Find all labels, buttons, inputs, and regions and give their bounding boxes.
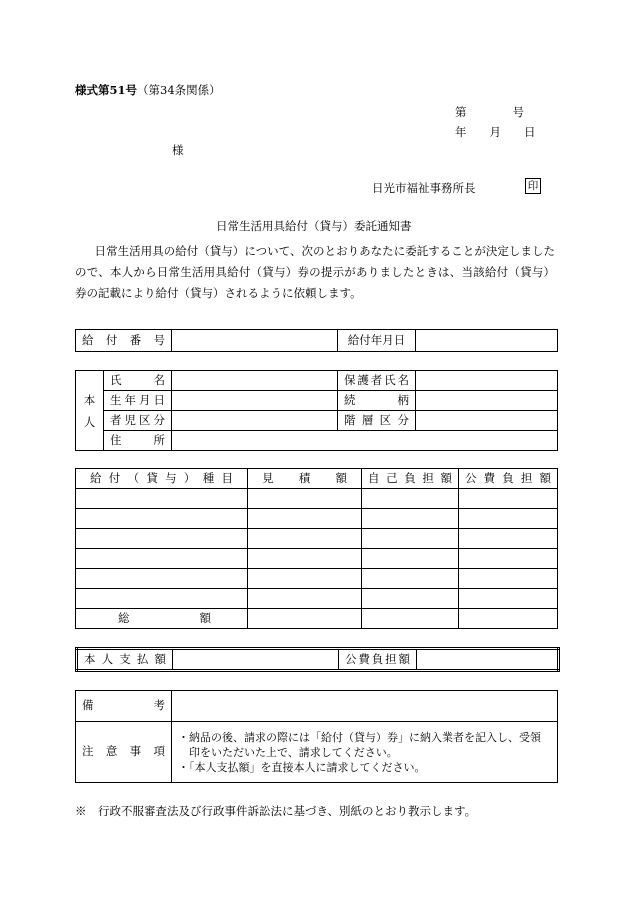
benefit-date-label: 給付年月日: [338, 330, 416, 352]
form-number: [75, 82, 221, 98]
guardian-value[interactable]: [416, 371, 558, 391]
table-row: [76, 589, 558, 609]
items-table: [75, 468, 558, 629]
address-value[interactable]: [172, 431, 558, 451]
self-payment-value[interactable]: [173, 649, 339, 671]
table-row: [76, 489, 558, 509]
total-estimate[interactable]: [248, 609, 362, 629]
addressee-suffix: 様: [172, 143, 184, 157]
payment-table: [75, 647, 560, 672]
sender-name: 日光市福祉事務所長: [372, 181, 476, 195]
table-row: [76, 509, 558, 529]
note-item: ・「本人支払額」を直接本人に請求してください。: [178, 760, 426, 774]
benefit-number-value[interactable]: [172, 330, 338, 352]
remarks-value[interactable]: [172, 691, 558, 722]
seal-mark: 印: [525, 178, 541, 194]
birthdate-label: 生年月日: [104, 391, 172, 411]
document-number: 第 号: [455, 105, 524, 119]
document-date: 年 月 日: [455, 125, 536, 139]
address-label: 住所: [104, 431, 172, 451]
table-row: [76, 529, 558, 549]
form-number-label: 様式第51号: [75, 83, 138, 97]
notes-content: [172, 722, 558, 783]
relation-value[interactable]: [416, 391, 558, 411]
total-label: 総額: [76, 609, 248, 629]
name-label: 氏名: [104, 371, 172, 391]
category-value[interactable]: [172, 411, 338, 431]
public-burden-label: 公費負担額: [339, 649, 417, 671]
form-reference: （第34条関係）: [137, 83, 221, 97]
guardian-label: 保護者氏名: [338, 371, 416, 391]
footer-notice: ※ 行政不服審査法及び行政事件訴訟法に基づき、別紙のとおり教示します。: [75, 804, 477, 818]
relation-label: 続柄: [338, 391, 416, 411]
self-payment-label: 本人支払額: [77, 649, 173, 671]
birthdate-value[interactable]: [172, 391, 338, 411]
self-pay-header: 自己負担額: [362, 469, 459, 489]
benefit-number-label: 給付番号: [76, 330, 172, 352]
note-item: ・納品の後、請求の際には「給付（貸与）券」に納入業者を記入し、受領印をいただいた上で、請求してください。: [178, 730, 541, 759]
recipient-table: [75, 370, 558, 451]
tier-label: 階層区分: [338, 411, 416, 431]
tier-value[interactable]: [416, 411, 558, 431]
item-header: 給付（貸与）種目: [76, 469, 248, 489]
table-row: [76, 549, 558, 569]
name-value[interactable]: [172, 371, 338, 391]
benefit-date-value[interactable]: [416, 330, 558, 352]
estimate-header: 見積額: [248, 469, 362, 489]
notes-label: 注意事項: [76, 722, 172, 783]
document-title: 日常生活用具給付（貸与）委託通知書: [216, 219, 412, 233]
category-label: 者児区分: [104, 411, 172, 431]
remarks-label: 備考: [76, 691, 172, 722]
public-pay-header: 公費負担額: [459, 469, 558, 489]
remarks-table: [75, 690, 558, 783]
total-public-pay[interactable]: [459, 609, 558, 629]
recipient-side-label: 本人: [76, 371, 104, 451]
body-text: 日常生活用具の給付（貸与）について、次のとおりあなたに委託することが決定しましたので、本人から日常生活用具給付（貸与）券の提示がありましたときは、当該給付（貸与）券の記載により給付（貸与）されるように依頼します。: [75, 244, 555, 300]
table-row: [76, 569, 558, 589]
total-self-pay[interactable]: [362, 609, 459, 629]
public-burden-value[interactable]: [417, 649, 559, 671]
benefit-number-table: [75, 329, 558, 352]
